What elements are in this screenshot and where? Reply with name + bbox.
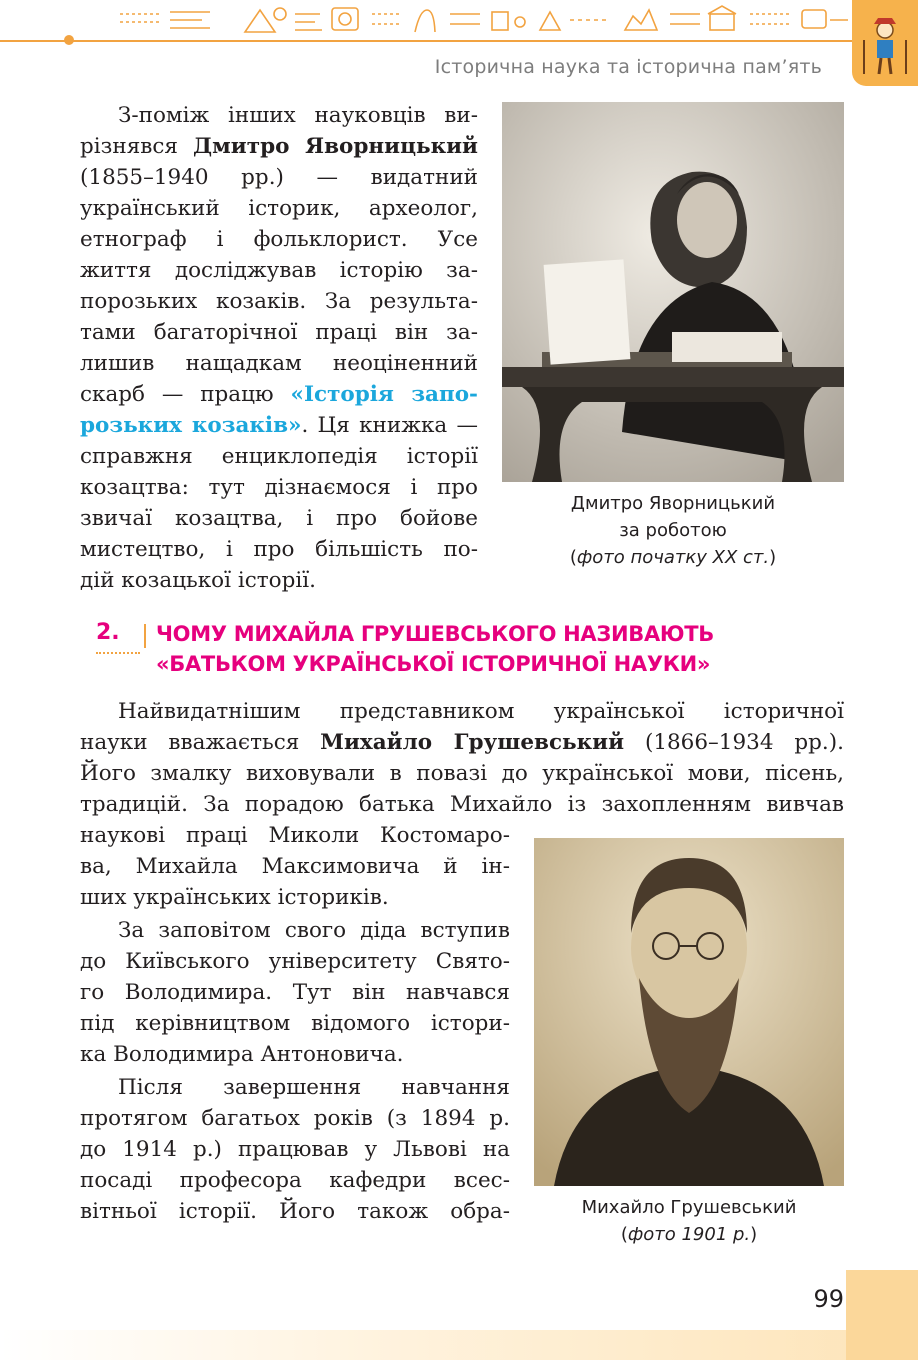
text-line: під керівництвом відомого істори-	[80, 1011, 510, 1036]
page-number-tab	[846, 1270, 918, 1360]
text-line: дій козацької історії.	[80, 568, 316, 593]
text-line: тами багаторічної праці він за-	[80, 320, 478, 345]
section-number-underline	[96, 652, 140, 654]
text-line: різнявся Дмитро Яворницький	[80, 134, 478, 159]
caption-line: за роботою	[619, 520, 727, 541]
explorer-figure-icon	[852, 0, 918, 86]
text-line: посаді професора кафедри всес-	[80, 1168, 510, 1193]
caption-line: (фото 1901 р.)	[620, 1224, 758, 1245]
photo-yavornytskyi	[502, 102, 844, 482]
page-number: 99	[813, 1285, 844, 1313]
person-name-hrushevskyi: Михайло Грушевський	[320, 730, 625, 755]
section-number: 2.	[96, 620, 120, 645]
section-paragraph	[80, 696, 844, 820]
text-line: З-поміж інших науковців ви-	[118, 103, 478, 128]
book-title: розьких козаків»	[80, 413, 302, 438]
text-line: мистецтво, і про більшість по-	[80, 537, 478, 562]
text-line: до Київського університету Свято-	[80, 949, 510, 974]
text-line: звичаї козацтва, і про бойове	[80, 506, 478, 531]
text-line: лишив нащадкам неоціненний	[80, 351, 478, 376]
text-line: козацтва: тут дізнаємося і про	[80, 475, 478, 500]
text-line: го Володимира. Тут він навчався	[80, 980, 510, 1005]
text-line: протягом багатьох років (з 1894 р.	[80, 1106, 510, 1131]
text-line: ших українських істориків.	[80, 885, 389, 910]
photo-hrushevskyi	[534, 838, 844, 1186]
footer-band	[0, 1330, 918, 1360]
text-line: український історик, археолог,	[80, 196, 478, 221]
section-title-line: «БАТЬКОМ УКРАЇНСЬКОЇ ІСТОРИЧНОЇ НАУКИ»	[156, 652, 711, 676]
text-line: ва, Михайла Максимовича й ін-	[80, 854, 510, 879]
photo2-caption	[546, 1194, 832, 1248]
caption-line: (фото початку XX ст.)	[569, 547, 777, 568]
text-line: Його змалку виховували в повазі до української мови, пісень,	[80, 761, 844, 786]
section-paragraph-narrow	[80, 820, 510, 1227]
caption-line: Михайло Грушевський	[581, 1197, 797, 1218]
section-divider	[144, 624, 146, 648]
caption-date: фото початку XX ст.	[576, 547, 770, 568]
text-line: науки вважається Михайло Грушевський (1866–1934 рр.).	[80, 730, 844, 755]
header-doodles-icon	[110, 2, 850, 38]
section-title	[156, 619, 856, 679]
caption-date: фото 1901 р.	[627, 1224, 751, 1245]
photo1-caption	[520, 490, 826, 571]
header-rule	[0, 40, 860, 42]
header-rule-dot	[64, 35, 74, 45]
running-head-title: Історична наука та історична пам’ять	[434, 56, 822, 78]
section-title-line: ЧОМУ МИХАЙЛА ГРУШЕВСЬКОГО НАЗИВАЮТЬ	[156, 622, 715, 646]
text-line: скарб — працю «Історія запо-	[80, 382, 478, 407]
person-name-yavornytskyi: Дмитро Яворницький	[193, 134, 478, 159]
text-line: порозьких козаків. За результа-	[80, 289, 478, 314]
text-line: (1855–1940 рр.) — видатний	[80, 165, 478, 190]
text-line: За заповітом свого діда вступив	[118, 918, 510, 943]
text-line: життя досліджував історію за-	[80, 258, 478, 283]
text-line: традицій. За порадою батька Михайло із захопленням вивчав	[80, 792, 844, 817]
text-line: Після завершення навчання	[118, 1075, 510, 1100]
caption-line: Дмитро Яворницький	[570, 493, 776, 514]
text-line: вітньої історії. Його також обра-	[80, 1199, 510, 1224]
text-line: наукові праці Миколи Костомаро-	[80, 823, 510, 848]
text-line: ка Володимира Антоновича.	[80, 1042, 404, 1067]
chapter-corner-tab	[852, 0, 918, 86]
text-line: етнограф і фольклорист. Усе	[80, 227, 478, 252]
text-line: до 1914 р.) працював у Львові на	[80, 1137, 510, 1162]
text-line: розьких козаків». Ця книжка —	[80, 413, 478, 438]
text-line: справжня енциклопедія історії	[80, 444, 478, 469]
book-title: «Історія запо-	[290, 382, 478, 407]
text-line: Найвидатнішим представником української історичної	[118, 699, 844, 724]
intro-paragraph	[80, 100, 478, 596]
